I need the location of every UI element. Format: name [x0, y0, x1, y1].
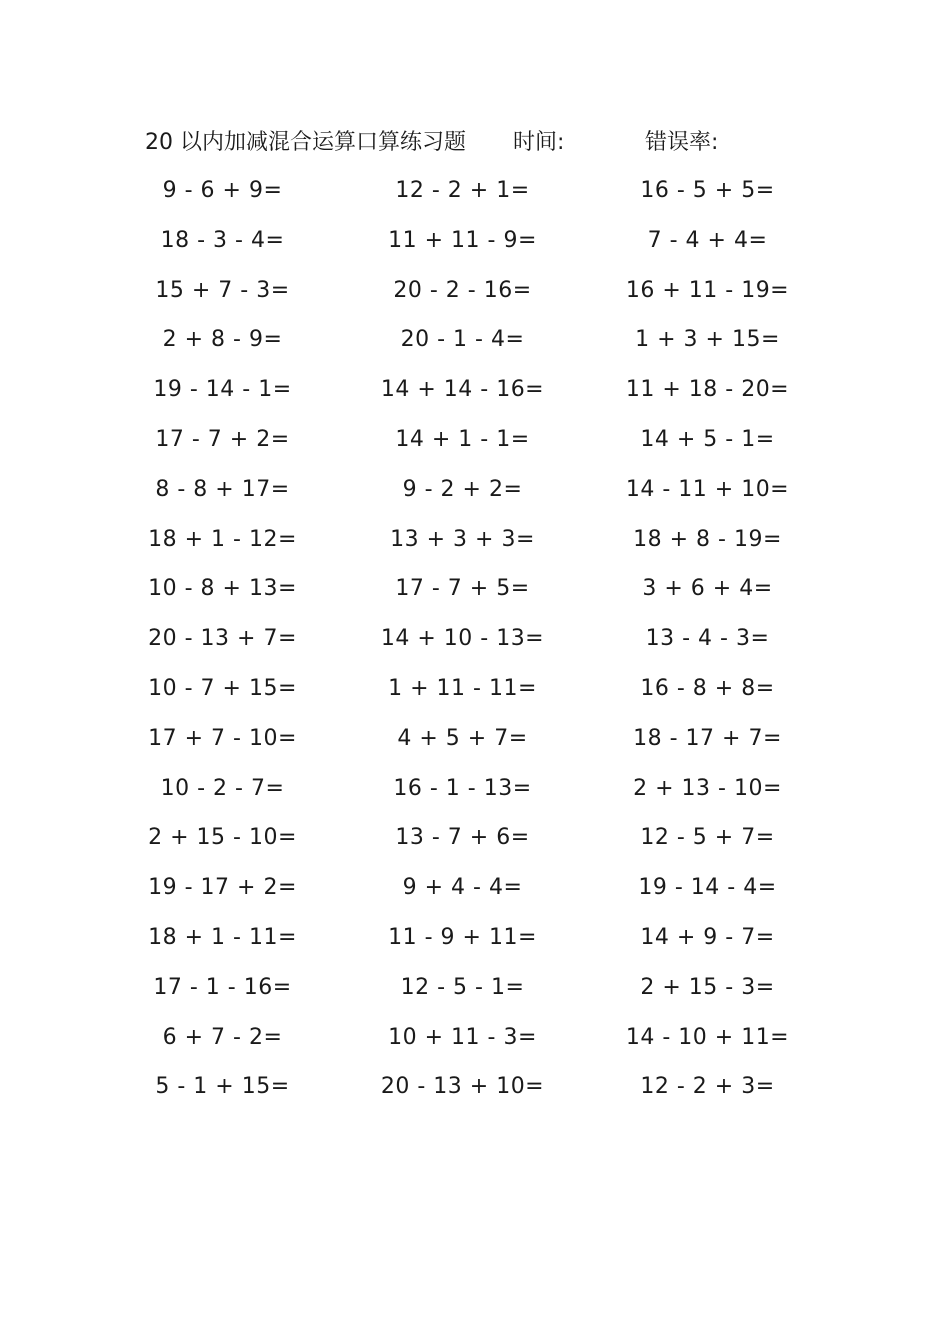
arithmetic-problem: 16 - 8 + 8= [640, 675, 775, 701]
arithmetic-problem: 14 - 11 + 10= [625, 476, 790, 502]
arithmetic-problem: 6 + 7 - 2= [162, 1024, 283, 1050]
worksheet-header [0, 126, 950, 160]
arithmetic-problem: 19 - 17 + 2= [148, 875, 297, 901]
problem-row [0, 274, 950, 324]
arithmetic-problem: 20 - 1 - 4= [400, 327, 525, 353]
arithmetic-problem: 11 + 11 - 9= [388, 227, 537, 253]
arithmetic-problem: 20 - 13 + 7= [148, 626, 297, 652]
problem-row [0, 622, 950, 672]
arithmetic-problem: 15 + 7 - 3= [155, 277, 290, 303]
problem-row [0, 323, 950, 373]
arithmetic-problem: 2 + 15 - 10= [148, 825, 297, 851]
problem-row [0, 772, 950, 822]
problem-row [0, 1070, 950, 1120]
problem-row [0, 373, 950, 423]
arithmetic-problem: 10 + 11 - 3= [388, 1024, 537, 1050]
arithmetic-problem: 11 + 18 - 20= [625, 377, 790, 403]
arithmetic-problem: 1 + 3 + 15= [635, 327, 780, 353]
arithmetic-problem: 14 - 10 + 11= [625, 1024, 790, 1050]
arithmetic-problem: 2 + 13 - 10= [633, 775, 782, 801]
arithmetic-problem: 18 + 1 - 12= [148, 526, 297, 552]
arithmetic-problem: 12 - 2 + 3= [640, 1074, 775, 1100]
arithmetic-problem: 2 + 15 - 3= [640, 974, 775, 1000]
arithmetic-problem: 18 - 3 - 4= [160, 227, 285, 253]
time-label: 时间: [513, 130, 565, 155]
arithmetic-problem: 17 + 7 - 10= [148, 725, 297, 751]
arithmetic-problem: 4 + 5 + 7= [397, 725, 528, 751]
arithmetic-problem: 19 - 14 - 4= [638, 875, 777, 901]
arithmetic-problem: 9 - 2 + 2= [402, 476, 523, 502]
arithmetic-problem: 19 - 14 - 1= [153, 377, 292, 403]
worksheet-title: 20 以内加减混合运算口算练习题 [145, 130, 466, 155]
arithmetic-problem: 10 - 7 + 15= [148, 675, 297, 701]
arithmetic-problem: 9 + 4 - 4= [402, 875, 523, 901]
arithmetic-problem: 12 - 2 + 1= [395, 178, 530, 203]
arithmetic-problem: 10 - 2 - 7= [160, 775, 285, 801]
arithmetic-problem: 2 + 8 - 9= [162, 327, 283, 353]
problem-row [0, 423, 950, 473]
arithmetic-problem: 18 + 1 - 11= [148, 924, 297, 950]
arithmetic-problem: 12 - 5 - 1= [400, 974, 525, 1000]
arithmetic-problem: 17 - 7 + 2= [155, 426, 290, 452]
arithmetic-problem: 7 - 4 + 4= [647, 227, 768, 253]
problem-row [0, 672, 950, 722]
problem-row [0, 971, 950, 1021]
arithmetic-problem: 10 - 8 + 13= [148, 576, 297, 602]
problem-row [0, 921, 950, 971]
problem-grid [0, 174, 950, 1120]
arithmetic-problem: 14 + 5 - 1= [640, 426, 775, 452]
arithmetic-problem: 14 + 1 - 1= [395, 426, 530, 452]
arithmetic-problem: 18 + 8 - 19= [633, 526, 782, 552]
arithmetic-problem: 20 - 2 - 16= [393, 277, 532, 303]
arithmetic-problem: 11 - 9 + 11= [388, 924, 537, 950]
arithmetic-problem: 3 + 6 + 4= [642, 576, 773, 602]
problem-row [0, 572, 950, 622]
arithmetic-problem: 17 - 1 - 16= [153, 974, 292, 1000]
arithmetic-problem: 12 - 5 + 7= [640, 825, 775, 851]
arithmetic-problem: 14 + 9 - 7= [640, 924, 775, 950]
problem-row [0, 224, 950, 274]
arithmetic-problem: 20 - 13 + 10= [380, 1074, 545, 1100]
problem-row [0, 473, 950, 523]
arithmetic-problem: 14 + 10 - 13= [380, 626, 545, 652]
arithmetic-problem: 14 + 14 - 16= [380, 377, 545, 403]
arithmetic-problem: 16 - 5 + 5= [640, 178, 775, 203]
arithmetic-problem: 18 - 17 + 7= [633, 725, 782, 751]
problem-row [0, 722, 950, 772]
arithmetic-problem: 8 - 8 + 17= [155, 476, 290, 502]
arithmetic-problem: 9 - 6 + 9= [162, 178, 283, 203]
problem-row [0, 871, 950, 921]
problem-row [0, 1021, 950, 1071]
error-rate-label: 错误率: [645, 130, 719, 155]
problem-row [0, 523, 950, 573]
problem-row [0, 174, 950, 224]
arithmetic-problem: 16 - 1 - 13= [393, 775, 532, 801]
arithmetic-problem: 13 - 4 - 3= [645, 626, 770, 652]
arithmetic-problem: 13 + 3 + 3= [390, 526, 535, 552]
arithmetic-problem: 1 + 11 - 11= [388, 675, 537, 701]
problem-row [0, 821, 950, 871]
arithmetic-problem: 13 - 7 + 6= [395, 825, 530, 851]
arithmetic-problem: 5 - 1 + 15= [155, 1074, 290, 1100]
arithmetic-problem: 17 - 7 + 5= [395, 576, 530, 602]
arithmetic-problem: 16 + 11 - 19= [625, 277, 790, 303]
